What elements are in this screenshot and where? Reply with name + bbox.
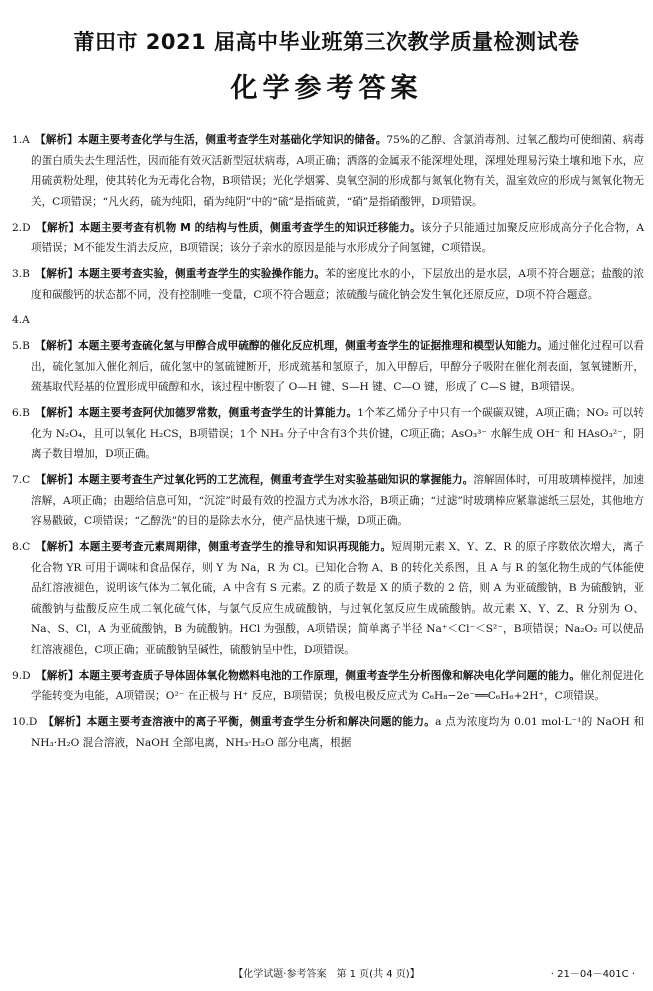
question-number: 1. (12, 134, 23, 146)
analysis-heading: 【解析】本题主要考查质子导体固体氧化物燃料电池的工作原理，侧重考查学生分析图像和解决电化学问题的能力。 (41, 669, 581, 682)
answer-item (12, 537, 644, 661)
question-number: 2. (12, 221, 23, 234)
answer-choice: A (22, 134, 30, 146)
answer-choice: B (22, 340, 30, 353)
answer-item (12, 130, 644, 212)
page-footer (0, 962, 653, 982)
answer-item (12, 218, 644, 259)
analysis-text: 通过催化过程可以看出，硫化氢加入催化剂后，硫化氢中的氢硫键断开，形成巯基和氢原子，加入甲醇后，甲醇分子吸附在催化剂表面，氢氧键断开，巯基取代羟基的位置形成甲硫醇和水，该过程中断裂了 O—H 键、S—H 键、C—O 键，形成了 C—S 键，B项错误。 (31, 340, 644, 394)
footer-code: · 21－04－401C · (550, 969, 635, 980)
exam-title: 莆田市 2021 届高中毕业班第三次教学质量检测试卷 (73, 30, 580, 54)
analysis-text: 苯的密度比水的小，下层放出的是水层，A项不符合题意；盐酸的浓度和碳酸钙的状态都不同，没有控制唯一变量，C项不符合题意；浓硫酸与硫化钠会发生氧化还原反应，D项不符合题意。 (31, 267, 644, 301)
analysis-heading: 【解析】本题主要考查有机物 M 的结构与性质，侧重考查学生的知识迁移能力。 (41, 221, 421, 234)
analysis-heading: 【解析】本题主要考查实验，侧重考查学生的实验操作能力。 (40, 267, 326, 280)
analysis-text: a 点为浓度均为 0.01 mol·L⁻¹的 NaOH 和 NH₃·H₂O 混合溶液，NaOH 全部电离，NH₃·H₂O 部分电离，根据 (31, 716, 644, 749)
question-number: 6. (12, 407, 23, 420)
question-number: 4. (12, 314, 23, 327)
analysis-heading: 【解析】本题主要考查阿伏加德罗常数，侧重考查学生的计算能力。 (40, 407, 358, 420)
answers-list (12, 130, 644, 759)
analysis-text: 溶解固体时，可用玻璃棒搅拌，加速溶解，A项正确；由题给信息可知，“沉淀”时最有效的控温方式为冰水浴，B项正确；“过滤”时玻璃棒应紧靠滤纸三层处，其他地方容易戳破，C项错误；“乙醇洗”的目的是除去水分，使产品快速干燥，D项正确。 (31, 474, 645, 528)
answer-choice: C (22, 474, 31, 487)
answer-item (12, 336, 644, 398)
answer-choice: A (22, 314, 30, 327)
analysis-text: 该分子只能通过加聚反应形成高分子化合物，A项错误；M不能发生消去反应，B项错误；该分子亲水的原因是能与水形成分子间氢键，C项错误。 (31, 221, 645, 255)
analysis-heading: 【解析】本题主要考查生产过氧化钙的工艺流程，侧重考查学生对实验基础知识的掌握能力。 (40, 474, 474, 487)
analysis-text: 催化剂促进化学能转变为电能，A项错误；O²⁻ 在正极与 H⁺ 反应，B项错误；负极电极反应式为 C₆H₈−2e⁻══C₆H₆+2H⁺，C项错误。 (31, 669, 645, 703)
answer-item (12, 712, 644, 753)
analysis-heading: 【解析】本题主要考查元素周期律，侧重考查学生的推导和知识再现能力。 (41, 541, 392, 553)
question-number: 8. (12, 541, 23, 553)
answer-key-title: 化学参考答案 (230, 73, 423, 104)
question-number: 3. (12, 267, 23, 280)
answer-choice: D (28, 716, 38, 729)
question-number: 7. (12, 474, 23, 487)
analysis-heading: 【解析】本题主要考查硫化氢与甲醇合成甲硫醇的催化反应机理，侧重考查学生的证据推理和模型认知能力。 (40, 340, 548, 353)
answer-choice: D (22, 221, 31, 234)
answer-choice: B (22, 407, 30, 420)
analysis-text: 75%的乙醇、含氯消毒剂、过氧乙酸均可使细菌、病毒的蛋白质失去生理活性，因而能有效灭活新型冠状病毒，A项正确；洒落的金属汞不能深埋处理，深埋处理易污染土壤和地下水，应用硫黄粉处理，使其转化为无毒化合物，B项错误；光化学烟雾、臭氧空洞的形成都与氮氧化物有关，温室效应的形成与氮氧化物无关，C项错误；“凡火药，硫为纯阳，硝为纯阴”中的“硫”是指硫黄，“硝”是指硝酸钾，D项错误。 (31, 134, 645, 208)
answer-item (12, 403, 644, 465)
answer-choice: C (22, 541, 31, 553)
question-number: 5. (12, 340, 23, 353)
analysis-heading: 【解析】本题主要考查化学与生活，侧重考查学生对基础化学知识的储备。 (40, 134, 387, 146)
analysis-text: 短周期元素 X、Y、Z、R 的原子序数依次增大，离子化合物 YR 可用于调味和食品保存，则 Y 为 Na，R 为 Cl。已知化合物 A、B 的转化关系图，且 A 与 R 的氢化物生成的气体能使品红溶液褪色，说明该气体为二氧化硫，A 中含有 S 元素。Z 的质子数是 X 的质子数的 2 倍，则 A 为亚硫酸钠，B 为硫酸钠，亚硫酸钠与盐酸反应生成二氧化硫气体，与氯气反应生成硫酸钠，与过氧化氢反应生成硫酸钠。故元素 X、Y、Z、R 分别为 O、Na、S、Cl，A 为亚硫酸钠，B 为硫酸钠。HCl 为强酸，A项错误；简单离子半径 Na⁺＜Cl⁻＜S²⁻，B项错误；Na₂O₂ 可以使品红溶液褪色，C项正确；亚硫酸钠呈碱性，硫酸钠呈中性，D项错误。 (31, 541, 645, 656)
answer-item (12, 264, 644, 305)
question-number: 10. (12, 716, 29, 729)
footer-page-info: 【化学试题·参考答案 第 1 页(共 4 页)】 (233, 969, 420, 980)
analysis-heading: 【解析】本题主要考查溶液中的离子平衡，侧重考查学生分析和解决问题的能力。 (48, 716, 436, 729)
answer-choice: B (22, 267, 30, 280)
answer-choice: D (22, 669, 31, 682)
analysis-text: 1个苯乙烯分子中只有一个碳碳双键，A项正确；NO₂ 可以转化为 N₂O₄，且可以氧化 H₂CS，B项错误；1个 NH₃ 分子中含有3个共价键，C项正确；AsO₃³⁻ 水解生成 OH⁻ 和 HAsO₃²⁻，阴离子数目增加，D项正确。 (31, 407, 644, 461)
answer-item (12, 470, 644, 532)
question-number: 9. (12, 669, 23, 682)
answer-item (12, 666, 644, 707)
answer-item (12, 310, 644, 331)
